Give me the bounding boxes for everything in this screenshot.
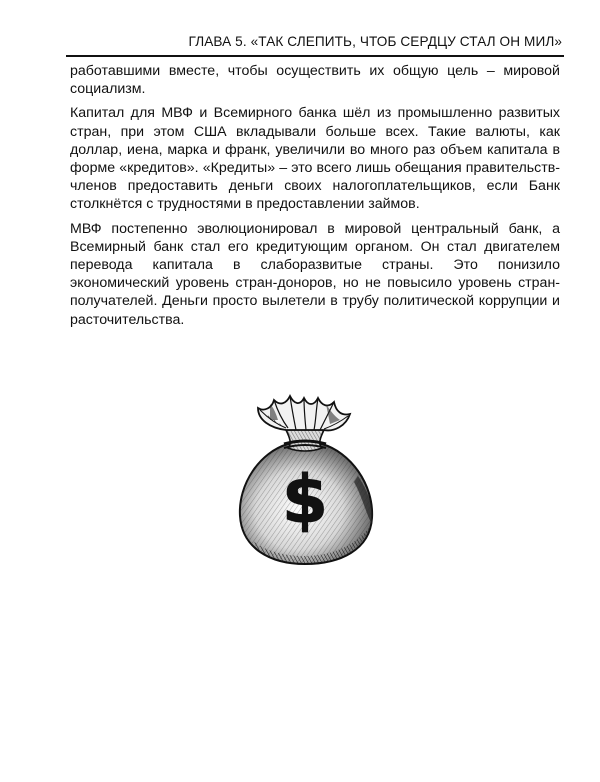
money-bag-illustration <box>230 386 380 571</box>
chapter-header: ГЛАВА 5. «ТАК СЛЕПИТЬ, ЧТОБ СЕРДЦУ СТАЛ ОН МИЛ» <box>188 34 562 49</box>
body-text <box>70 62 560 329</box>
header-rule <box>66 55 564 57</box>
paragraph-1: работавшими вместе, чтобы осуществить их общую цель – мировой социализм. <box>70 63 560 98</box>
paragraph-3: МВФ постепенно эволюционировал в мировой центральный банк, а Всемирный банк стал его кредитующим органом. Он стал двигателем перевода капитала в слаборазвитые страны. Это понизило экономический уровень стран-доноров, но не повысило уровень стран-получателей. Деньги просто вылетели в трубу политической коррупции и расточительства. <box>70 220 560 328</box>
dollar-sign: $ <box>282 461 328 538</box>
paragraph-2: Капитал для МВФ и Всемирного банка шёл из промышленно развитых стран, при этом США вкладывали больше всех. Такие валюты, как доллар, иена, марка и франк, увеличили во много раз объем капитала в форме «кредитов». «Кредиты» – это всего лишь обещания правительств-членов предоставить деньги своих налогоплательщиков, если Банк столкнётся с трудностями в предоставлении займов. <box>70 105 560 213</box>
money-bag-dollar-icon <box>230 386 380 571</box>
